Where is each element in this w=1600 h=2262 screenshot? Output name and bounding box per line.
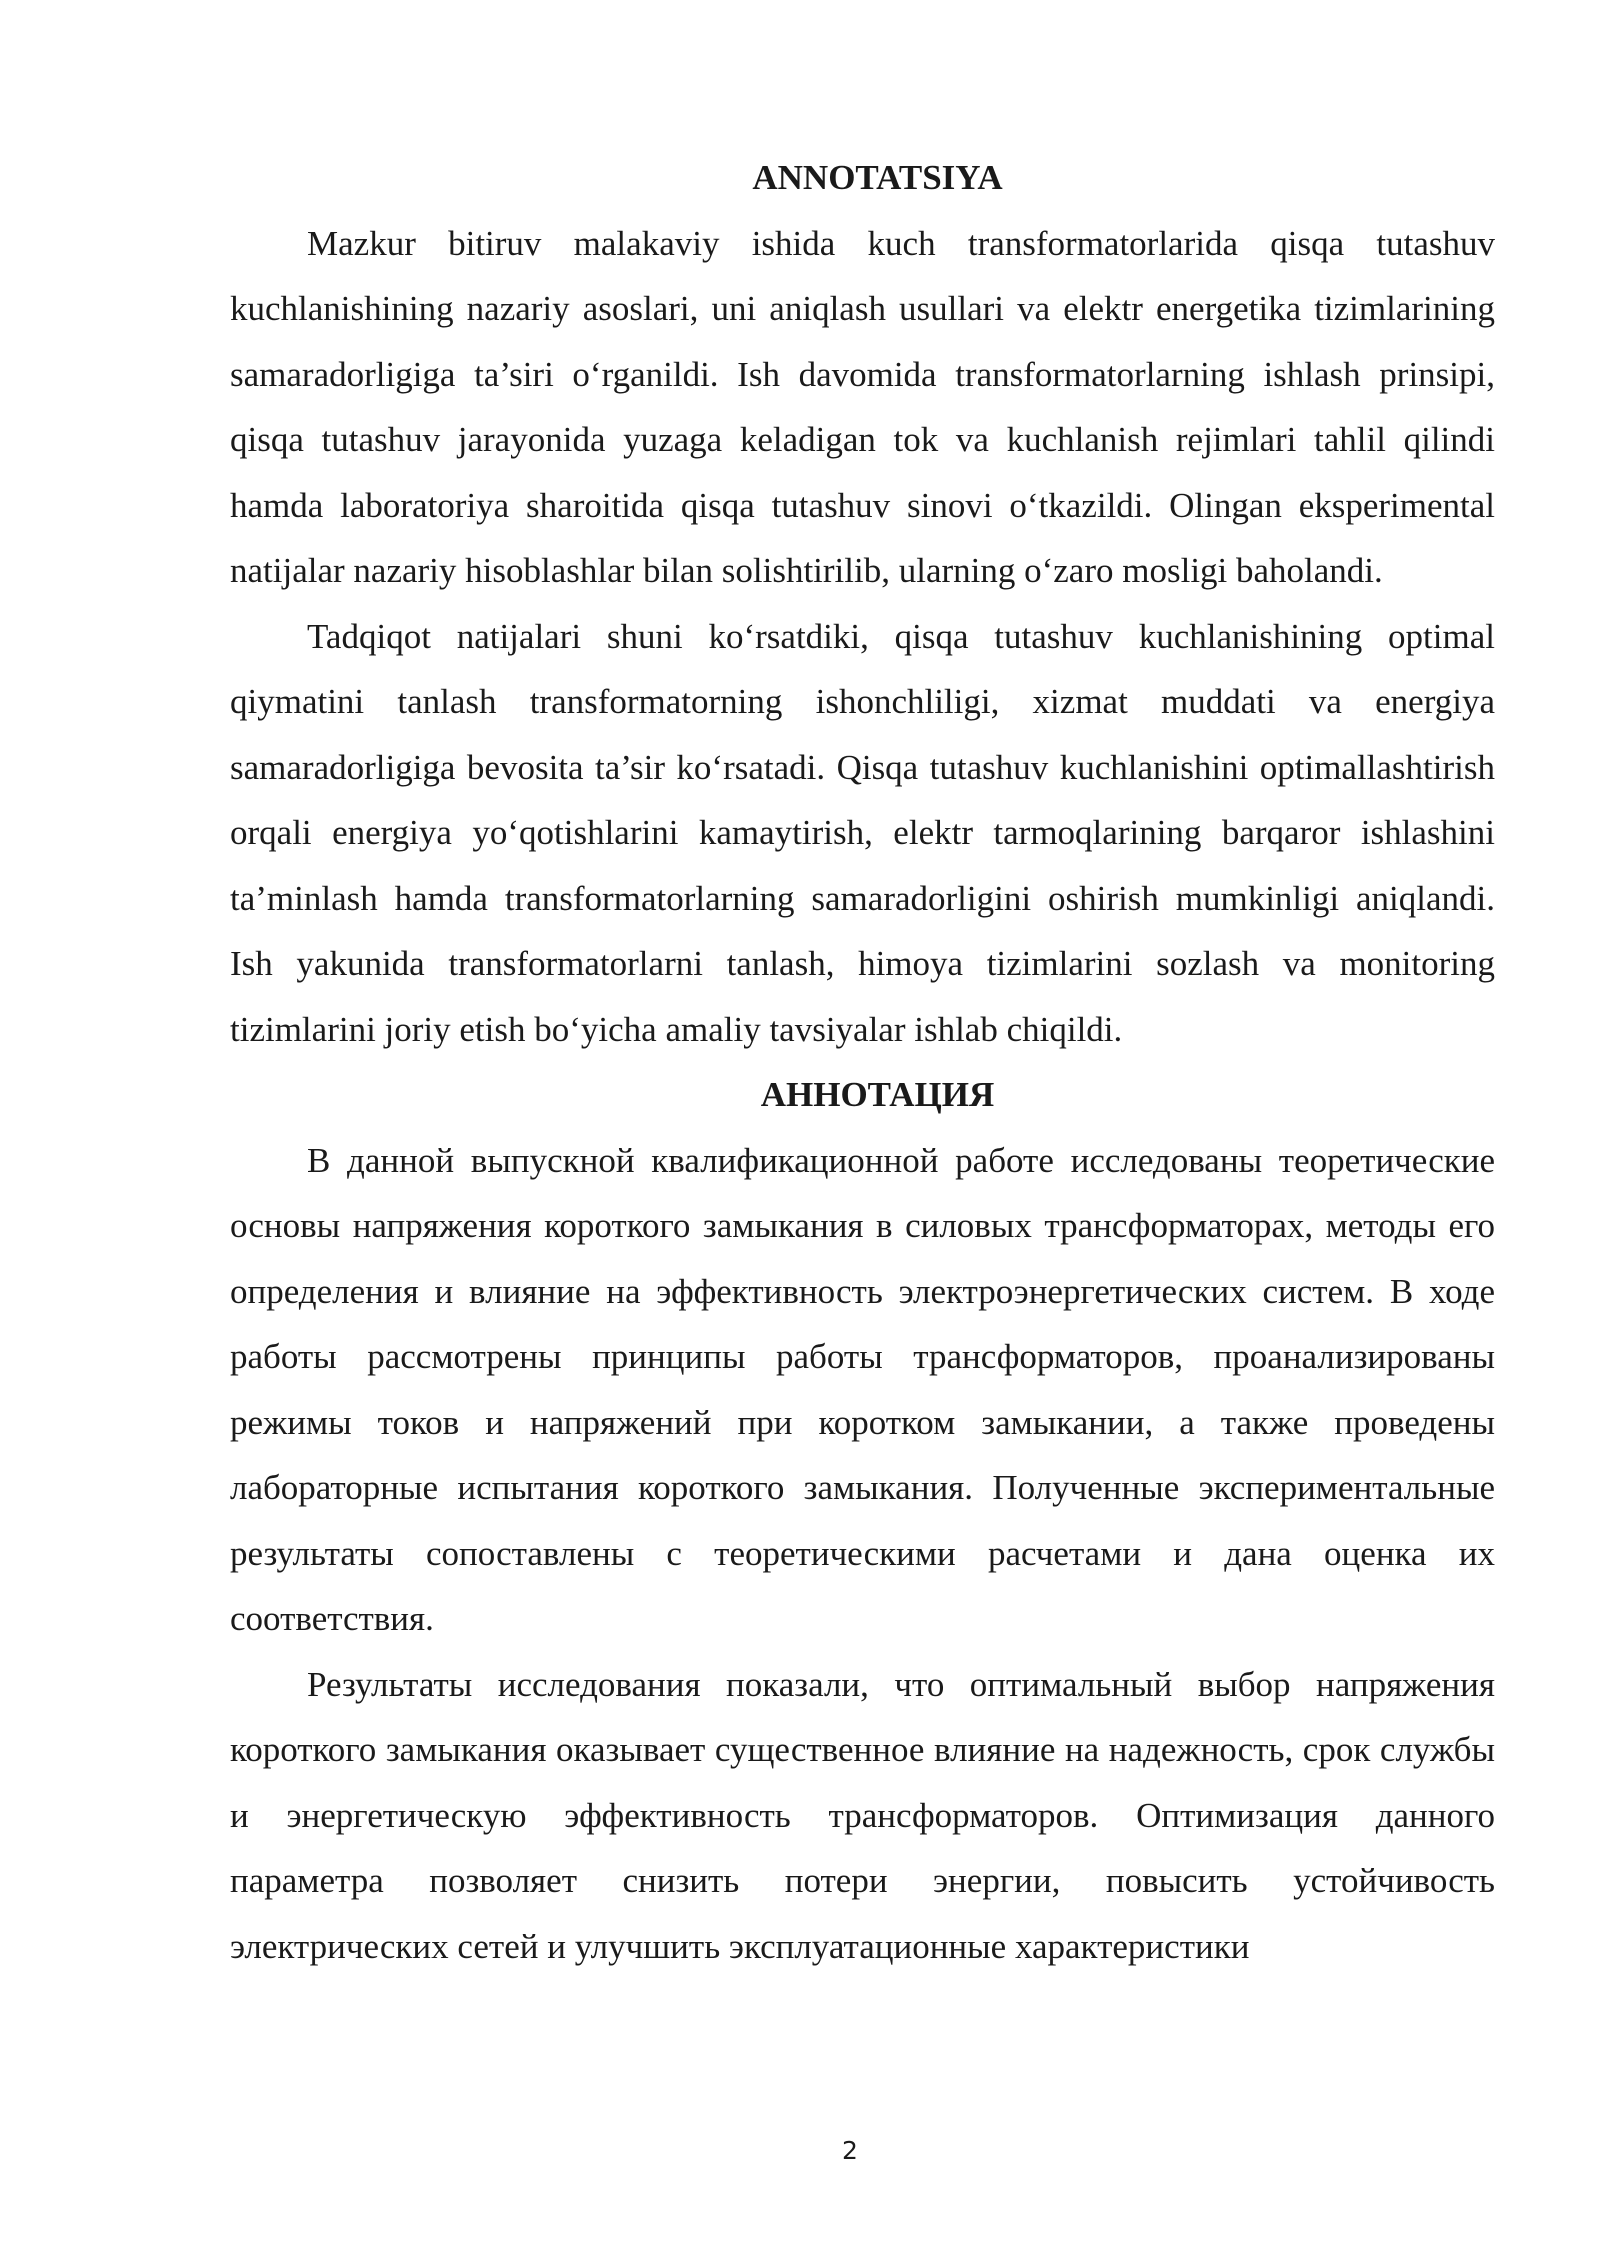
- page-content: [230, 145, 1495, 1979]
- uz-annotation-paragraph: Tadqiqot natijalari shuni ko‘rsatdiki, qisqa tutashuv kuchlanishining optimal qiymatini tanlash transformatorning ishonchliligi, xizmat muddati va energiya samaradorligiga bevosita ta’sir ko‘rsatadi. Qisqa tutashuv kuchlanishini optimallashtirish orqali energiya yo‘qotishlarini kamaytirish, elektr tarmoqlarining barqaror ishlashini ta’minlash hamda transformatorlarning samaradorligini oshirish mumkinligi aniqlandi. Ish yakunida transformatorlarni tanlash, himoya tizimlarini sozlash va monitoring tizimlarini joriy etish bo‘yicha amaliy tavsiyalar ishlab chiqildi.: [230, 616, 1495, 1049]
- uz-annotation-paragraph: Mazkur bitiruv malakaviy ishida kuch transformatorlarida qisqa tutashuv kuchlanishining nazariy asoslari, uni aniqlash usullari va elektr energetika tizimlarining samaradorligiga ta’siri o‘rganildi. Ish davomida transformatorlarning ishlash prinsipi, qisqa tutashuv jarayonida yuzaga keladigan tok va kuchlanish rejimlari tahlil qilindi hamda laboratoriya sharoitida qisqa tutashuv sinovi o‘tkazildi. Olingan eksperimental natijalar nazariy hisoblashlar bilan solishtirilib, ularning o‘zaro mosligi baholandi.: [230, 223, 1495, 590]
- page-number: 2: [842, 2136, 858, 2165]
- ru-annotation-heading: АННОТАЦИЯ: [760, 1075, 995, 1114]
- ru-annotation-paragraph: Результаты исследования показали, что оптимальный выбор напряжения короткого замыкания оказывает существенное влияние на надежность, срок службы и энергетическую эффективность трансформаторов. Оптимизация данного параметра позволяет снизить потери энергии, повысить устойчивость электрических сетей и улучшить эксплуатационные характеристики: [230, 1664, 1495, 1966]
- ru-annotation-paragraph: В данной выпускной квалификационной работе исследованы теоретические основы напряжения короткого замыкания в силовых трансформаторах, методы его определения и влияние на эффективность электроэнергетических систем. В ходе работы рассмотрены принципы работы трансформаторов, проанализированы режимы токов и напряжений при коротком замыкании, а также проведены лабораторные испытания короткого замыкания. Полученные экспериментальные результаты сопоставлены с теоретическими расчетами и дана оценка их соответствия.: [230, 1140, 1495, 1638]
- uz-annotation-heading: ANNOTATSIYA: [752, 158, 1003, 197]
